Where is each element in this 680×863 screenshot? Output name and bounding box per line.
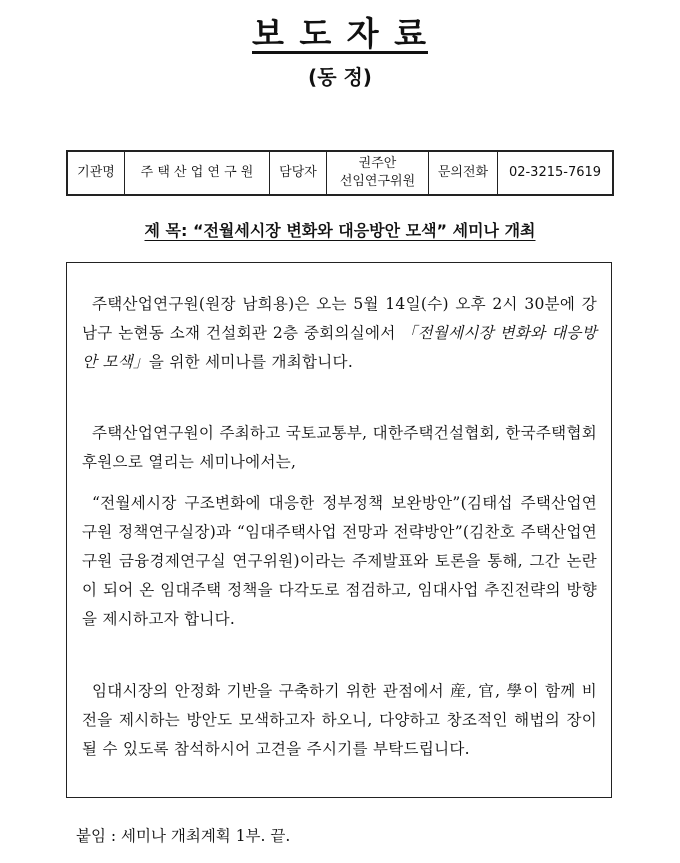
paragraph-4: 임대시장의 안정화 기반을 구축하기 위한 관점에서 産, 官, 學이 함께 비전을 제시하는 방안도 모색하고자 하오니, 다양하고 창조적인 해법의 장이 될 수 있도록 참석하시어 고견을 주시기를 부탁드립니다. bbox=[82, 682, 597, 758]
contact-label: 담당자 bbox=[270, 151, 327, 195]
paragraph-2: 주택산업연구원이 주최하고 국토교통부, 대한주택건설협회, 한국주택협회 후원으로 열리는 세미나에서는, bbox=[82, 424, 597, 471]
document-subtitle: (동 정) bbox=[308, 65, 372, 89]
seminar-title-emphasis: 「전월세시장 변화와 대응방안 모색」 bbox=[82, 324, 597, 371]
attachment-note: 붙임 : 세미나 개최계획 1부. 끝. bbox=[76, 827, 291, 845]
subject-line: 제 목: “전월세시장 변화와 대응방안 모색” 세미나 개최 bbox=[144, 221, 536, 240]
contact-name: 권주안 bbox=[358, 156, 397, 171]
contact-position: 선임연구위원 bbox=[339, 174, 416, 189]
org-value: 주 택 산 업 연 구 원 bbox=[125, 151, 270, 195]
paragraph-3: “전월세시장 구조변화에 대응한 정부정책 보완방안”(김태섭 주택산업연구원 정책연구실장)과 “임대주택사업 전망과 전략방안”(김찬호 주택산업연구원 금융경제연구실 연구위원)이라는 주제발표와 토론을 통해, 그간 논란이 되어 온 임대주택 정책을 다각도로 점검하고, 임대사업 추진전략의 방향을 제시하고자 합니다. bbox=[82, 494, 597, 628]
phone-value: 02-3215-7619 bbox=[498, 151, 614, 195]
org-label: 기관명 bbox=[67, 151, 125, 195]
paragraph-1: 주택산업연구원(원장 남희용)은 오는 5월 14일(수) 오후 2시 30분에 강남구 논현동 소재 건설회관 2층 중회의실에서 「전월세시장 변화와 대응방안 모색」을 위한 세미나를 개최합니다. bbox=[82, 295, 597, 371]
info-table bbox=[66, 150, 614, 196]
document-title: 보 도 자 료 bbox=[252, 14, 428, 53]
contact-cell bbox=[327, 151, 429, 195]
phone-label: 문의전화 bbox=[429, 151, 498, 195]
